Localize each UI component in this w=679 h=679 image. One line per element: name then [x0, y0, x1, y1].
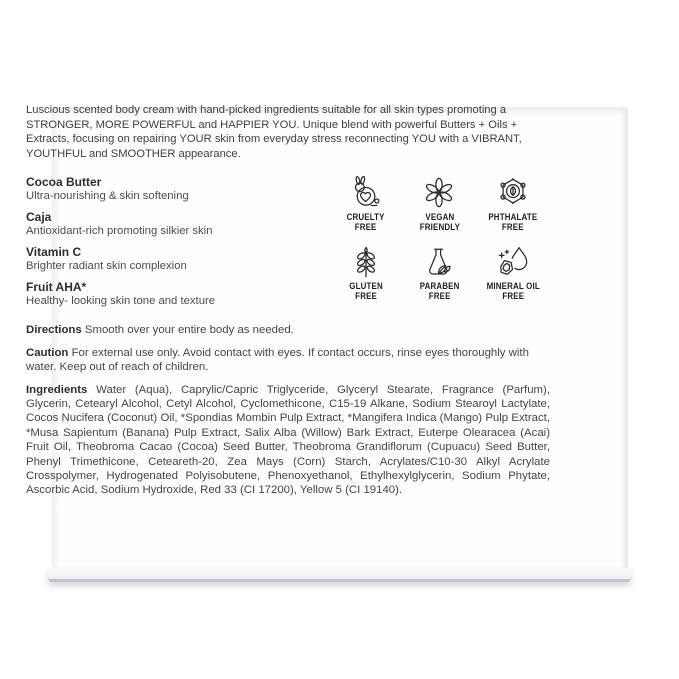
caution-section [26, 346, 550, 375]
badge-label-line: FREE [428, 291, 451, 302]
flask-leaf-icon [420, 245, 458, 279]
badge-label-line: CRUELTY [346, 212, 385, 223]
badge-label-line: FREE [354, 291, 377, 302]
directions-text: Smooth over your entire body as needed. [84, 324, 294, 337]
key-ingredient-benefit: Brighter radiant skin complexion [26, 260, 187, 273]
directions-section [26, 323, 550, 337]
badge-mineral-oil-free [476, 245, 550, 301]
key-ingredient [26, 280, 329, 308]
badge-label-line: PHTHALATE [488, 212, 538, 223]
key-ingredient-benefit: Healthy- looking skin tone and texture [26, 295, 216, 308]
key-ingredient-benefit: Antioxidant-rich promoting silkier skin [26, 225, 213, 238]
wheat-sprig-icon [347, 245, 385, 279]
badge-label-line: FREE [354, 222, 377, 233]
badge-label-line: FREE [502, 291, 525, 302]
droplet-crystal-icon [494, 245, 532, 279]
badge-label-line: MINERAL OIL [486, 281, 540, 292]
ingredients-section [26, 383, 550, 498]
key-ingredient [26, 210, 329, 238]
badge-label-line: PARABEN [419, 281, 460, 292]
badge-label-line: GLUTEN [349, 281, 383, 292]
product-box-bottom-edge [48, 568, 631, 582]
badge-label-line: FRIENDLY [419, 222, 460, 233]
two-column-area [26, 175, 550, 315]
key-ingredients-list [26, 175, 329, 315]
badge-label-line: FREE [502, 222, 525, 233]
directions-label: Directions [26, 324, 82, 337]
key-ingredient-name: Cocoa Butter [26, 175, 102, 190]
key-ingredient-name: Caja [26, 210, 52, 225]
rabbit-heart-icon [347, 176, 385, 210]
ingredients-text: Water (Aqua), Caprylic/Capric Triglyceride, Glyceryl Stearate, Fragrance (Parfum), Glycerin, Cetearyl Alcohol, Cetyl Alcohol, Cyclomethicone, C15-19 Alkane, Sodium Stearoyl Lactylate, Cocos Nucifera (Coconut) Oil, *Spondias Mombin Pulp Extract, *Mangifera Indica (Mango) Pulp Extract, *Musa Sapientum (Banana) Pulp Extract, Salix Alba (Willow) Bark Extract, Euterpe Olearacea (Acai) Fruit Oil, Theobroma Cacao (Cocoa) Seed Butter, Theobroma Grandiflorum (Cupuacu) Seed Butter, Phenyl Trimethicone, Ceteareth-20, Zea Mays (Corn) Starch, Acrylates/C10-30 Alkyl Acrylate Crosspolymer, Hydrogenated Polyisobutene, Phenoxyethanol, Ethylhexylglycerin, Sodium Phytate, Ascorbic Acid, Sodium Hydroxide, Red 33 (CI 17200), Yellow 5 (CI 19140). [26, 383, 550, 497]
key-ingredient [26, 175, 329, 203]
caution-text: For external use only. Avoid contact with eyes. If contact occurs, rinse eyes thoroughly with water. Keep out of reach of children. [26, 346, 529, 374]
product-description: Luscious scented body cream with hand-picked ingredients suitable for all skin types promoting a STRONGER, MORE POWERFUL and HAPPIER YOU. Unique blend with powerful Butters + Oils + Extracts, focusing on repairing YOUR skin from everyday stress reconnecting YOU with a VIBRANT, YOUTHFUL and SMOOTHER appearance. [26, 104, 522, 160]
ingredients-label: Ingredients [26, 383, 88, 396]
badge-phthalate-free [476, 176, 550, 232]
caution-label: Caution [26, 346, 69, 359]
key-ingredient [26, 245, 329, 273]
key-ingredient-name: Fruit AHA* [26, 280, 87, 295]
badge-gluten-free [329, 245, 403, 301]
feature-badges-grid [329, 175, 550, 315]
badge-cruelty-free [329, 176, 403, 232]
key-ingredient-benefit: Ultra-nourishing & skin softening [26, 190, 189, 203]
badge-label-line: VEGAN [424, 212, 455, 223]
label-content [26, 103, 550, 498]
badge-vegan-friendly [403, 176, 477, 232]
flower-icon [420, 176, 458, 210]
key-ingredient-name: Vitamin C [26, 245, 82, 260]
badge-paraben-free [403, 245, 477, 301]
hexagon-leaf-icon [494, 176, 532, 210]
